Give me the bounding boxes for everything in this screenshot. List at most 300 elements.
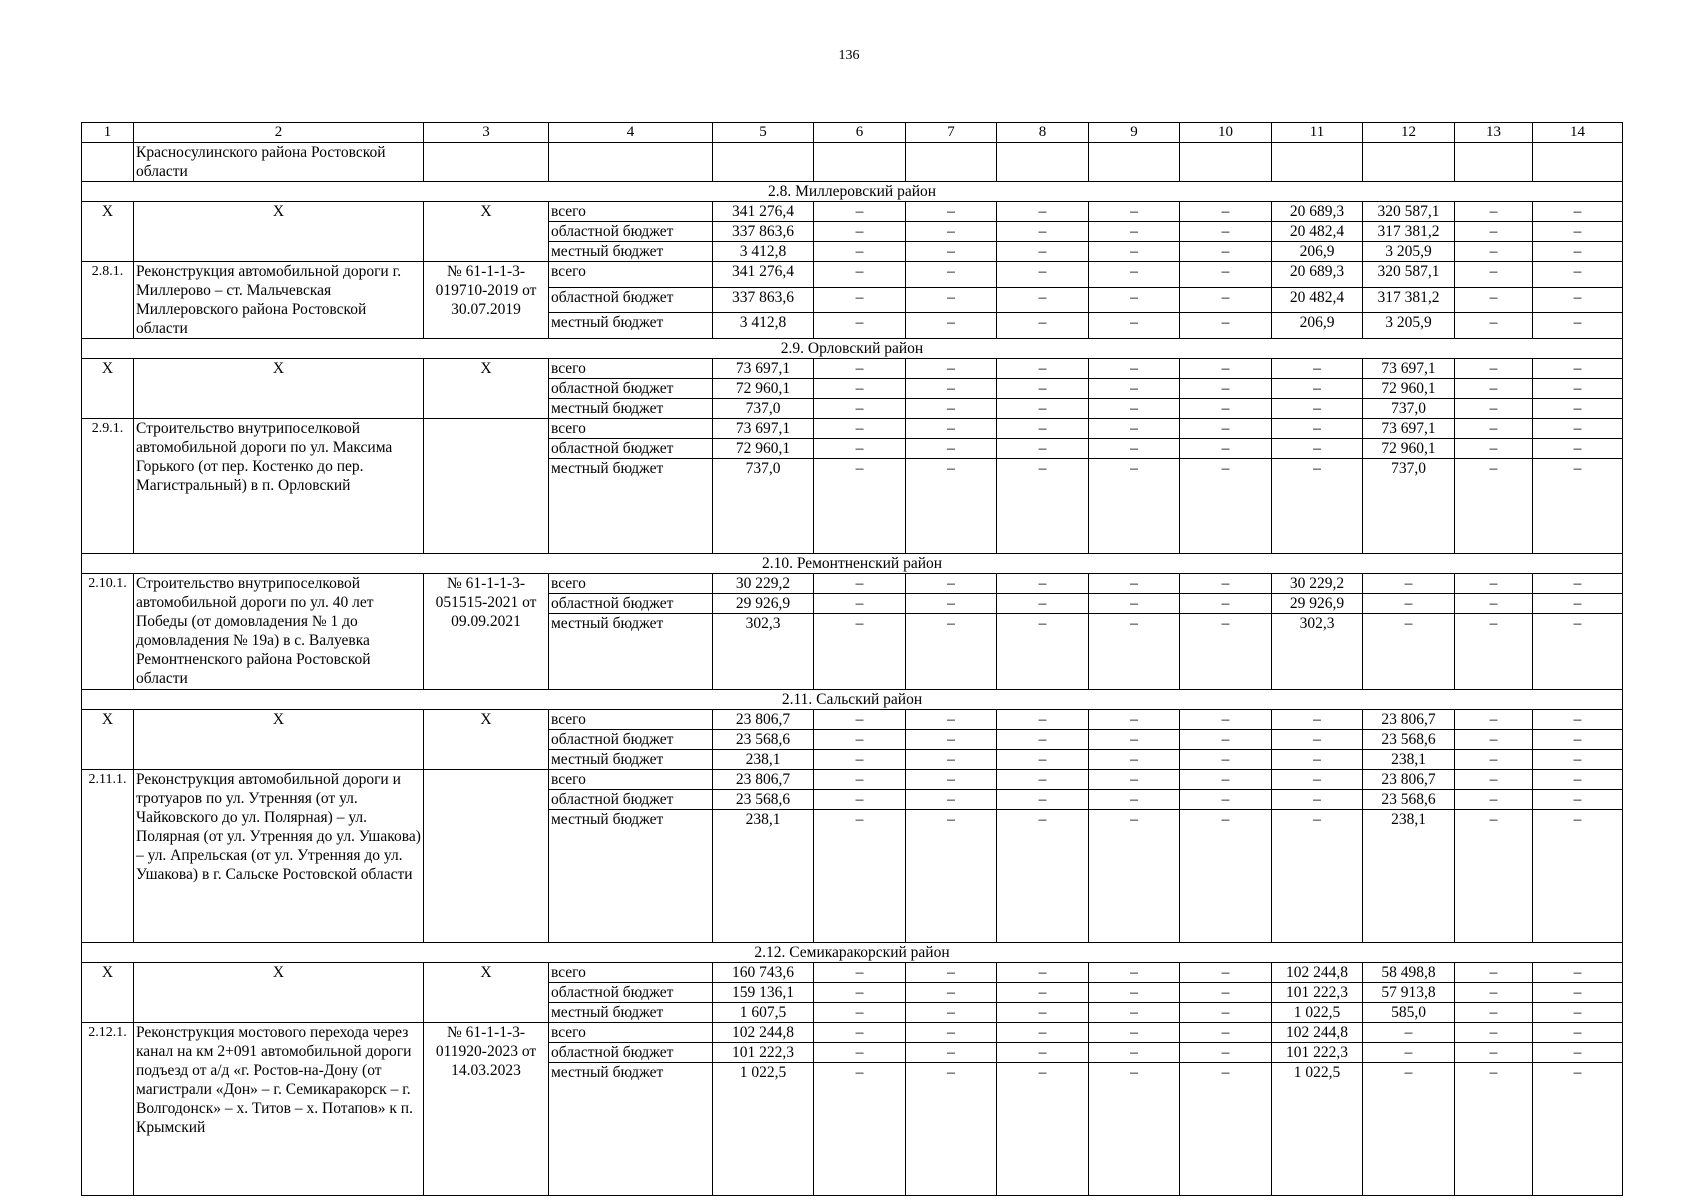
- value-cell: –: [1533, 730, 1623, 750]
- blank-cell: [424, 143, 549, 182]
- budget-source-cell: областной бюджет: [549, 1043, 713, 1063]
- value-cell: –: [814, 1063, 906, 1196]
- value-cell: –: [997, 439, 1089, 459]
- value-cell: –: [906, 359, 997, 379]
- value-cell: –: [1180, 790, 1272, 810]
- value-cell: –: [906, 730, 997, 750]
- value-cell: –: [814, 379, 906, 399]
- section-header-row: [82, 339, 1623, 359]
- value-cell: –: [1533, 983, 1623, 1003]
- budget-source-cell: всего: [549, 262, 713, 288]
- value-cell: –: [906, 1063, 997, 1196]
- budget-source-cell: всего: [549, 710, 713, 730]
- value-cell: –: [997, 1043, 1089, 1063]
- value-cell: 1 022,5: [1272, 1003, 1363, 1023]
- value-cell: –: [906, 1043, 997, 1063]
- budget-source-cell: всего: [549, 202, 713, 222]
- project-name-cell: Строительство внутрипоселковой автомобильной дороги по ул. Максима Горького (от пер. Костенко до пер. Магистральный) в п. Орловский: [134, 419, 424, 554]
- blank-cell: [906, 143, 997, 182]
- value-cell: –: [1363, 614, 1455, 690]
- value-cell: –: [906, 574, 997, 594]
- value-cell: –: [906, 770, 997, 790]
- value-cell: 101 222,3: [1272, 1043, 1363, 1063]
- value-cell: –: [997, 287, 1089, 313]
- value-cell: –: [997, 730, 1089, 750]
- value-cell: –: [1533, 1063, 1623, 1196]
- value-cell: –: [814, 790, 906, 810]
- value-cell: 20 689,3: [1272, 262, 1363, 288]
- value-cell: 337 863,6: [713, 287, 814, 313]
- table-body: [82, 123, 1623, 1196]
- value-cell: –: [1089, 1063, 1180, 1196]
- blank-cell: [1533, 143, 1623, 182]
- value-cell: –: [1533, 379, 1623, 399]
- blank-cell: [1272, 143, 1363, 182]
- total-marker-cell: Х: [134, 202, 424, 262]
- value-cell: –: [1455, 1043, 1533, 1063]
- value-cell: –: [1272, 750, 1363, 770]
- expertise-doc-cell: [424, 419, 549, 554]
- value-cell: –: [1180, 1043, 1272, 1063]
- value-cell: –: [1455, 399, 1533, 419]
- value-cell: –: [906, 379, 997, 399]
- value-cell: 72 960,1: [713, 379, 814, 399]
- value-cell: –: [1455, 750, 1533, 770]
- value-cell: 73 697,1: [1363, 359, 1455, 379]
- value-cell: –: [1272, 730, 1363, 750]
- value-cell: –: [1455, 810, 1533, 943]
- value-cell: 30 229,2: [1272, 574, 1363, 594]
- total-marker-cell: Х: [82, 710, 134, 770]
- value-cell: –: [1180, 202, 1272, 222]
- value-cell: –: [1180, 730, 1272, 750]
- value-cell: –: [1180, 1003, 1272, 1023]
- value-cell: 57 913,8: [1363, 983, 1455, 1003]
- column-number-row: [82, 123, 1623, 143]
- value-cell: –: [997, 574, 1089, 594]
- value-cell: –: [1533, 222, 1623, 242]
- value-cell: –: [1089, 222, 1180, 242]
- value-cell: –: [1180, 810, 1272, 943]
- value-cell: –: [1455, 730, 1533, 750]
- value-cell: –: [814, 359, 906, 379]
- value-cell: –: [1180, 750, 1272, 770]
- value-cell: 737,0: [1363, 459, 1455, 554]
- value-cell: –: [1533, 574, 1623, 594]
- budget-source-cell: местный бюджет: [549, 810, 713, 943]
- value-cell: –: [906, 242, 997, 262]
- value-cell: –: [997, 313, 1089, 339]
- value-cell: –: [1089, 379, 1180, 399]
- page-number: 136: [838, 48, 860, 63]
- value-cell: –: [997, 359, 1089, 379]
- value-cell: –: [1089, 439, 1180, 459]
- column-number-cell: 9: [1089, 123, 1180, 143]
- value-cell: 3 205,9: [1363, 242, 1455, 262]
- value-cell: 159 136,1: [713, 983, 814, 1003]
- value-cell: –: [1363, 1043, 1455, 1063]
- value-cell: –: [814, 222, 906, 242]
- value-cell: –: [1089, 1023, 1180, 1043]
- item-number-cell: 2.8.1.: [82, 262, 134, 339]
- value-cell: 3 412,8: [713, 242, 814, 262]
- value-cell: –: [1455, 963, 1533, 983]
- value-cell: 102 244,8: [1272, 1023, 1363, 1043]
- value-cell: –: [1180, 222, 1272, 242]
- value-cell: 302,3: [1272, 614, 1363, 690]
- value-cell: –: [1272, 439, 1363, 459]
- value-cell: 238,1: [713, 810, 814, 943]
- value-cell: –: [1272, 419, 1363, 439]
- value-cell: 20 482,4: [1272, 287, 1363, 313]
- value-cell: –: [906, 614, 997, 690]
- value-cell: –: [1533, 287, 1623, 313]
- budget-source-cell: местный бюджет: [549, 313, 713, 339]
- value-cell: –: [1455, 459, 1533, 554]
- value-cell: –: [906, 983, 997, 1003]
- blank-cell: [1455, 143, 1533, 182]
- value-cell: 1 022,5: [1272, 1063, 1363, 1196]
- value-cell: –: [1455, 1003, 1533, 1023]
- item-row: [82, 419, 1623, 439]
- value-cell: –: [1533, 459, 1623, 554]
- section-header-row: [82, 182, 1623, 202]
- value-cell: –: [997, 770, 1089, 790]
- budget-source-cell: областной бюджет: [549, 983, 713, 1003]
- value-cell: 23 806,7: [713, 770, 814, 790]
- total-row: [82, 202, 1623, 222]
- total-marker-cell: Х: [134, 359, 424, 419]
- value-cell: –: [1533, 594, 1623, 614]
- value-cell: –: [1455, 313, 1533, 339]
- column-number-cell: 13: [1455, 123, 1533, 143]
- budget-source-cell: всего: [549, 1023, 713, 1043]
- value-cell: –: [906, 399, 997, 419]
- value-cell: –: [1089, 419, 1180, 439]
- value-cell: 302,3: [713, 614, 814, 690]
- column-number-cell: 10: [1180, 123, 1272, 143]
- value-cell: 102 244,8: [1272, 963, 1363, 983]
- item-number-cell: 2.12.1.: [82, 1023, 134, 1196]
- value-cell: –: [1089, 770, 1180, 790]
- value-cell: –: [1455, 614, 1533, 690]
- item-number-cell: 2.9.1.: [82, 419, 134, 554]
- value-cell: –: [1180, 574, 1272, 594]
- value-cell: –: [997, 1003, 1089, 1023]
- value-cell: –: [1455, 439, 1533, 459]
- value-cell: 30 229,2: [713, 574, 814, 594]
- budget-source-cell: областной бюджет: [549, 594, 713, 614]
- value-cell: –: [814, 439, 906, 459]
- value-cell: –: [814, 594, 906, 614]
- value-cell: –: [1533, 750, 1623, 770]
- value-cell: 73 697,1: [713, 419, 814, 439]
- value-cell: 206,9: [1272, 242, 1363, 262]
- total-marker-cell: Х: [82, 359, 134, 419]
- value-cell: –: [1180, 287, 1272, 313]
- project-name-cell: Реконструкция мостового перехода через канал на км 2+091 автомобильной дороги подъезд от а/д «г. Ростов-на-Дону (от магистрали «Дон» – г. Семикаракорск – г. Волгодонск» – х. Титов – х. Потапов» к п. Крымский: [134, 1023, 424, 1196]
- value-cell: –: [814, 614, 906, 690]
- value-cell: 72 960,1: [1363, 379, 1455, 399]
- value-cell: –: [814, 1003, 906, 1023]
- value-cell: 238,1: [713, 750, 814, 770]
- value-cell: –: [814, 399, 906, 419]
- value-cell: 72 960,1: [1363, 439, 1455, 459]
- value-cell: –: [1089, 790, 1180, 810]
- value-cell: –: [906, 222, 997, 242]
- column-number-cell: 5: [713, 123, 814, 143]
- value-cell: 23 568,6: [713, 790, 814, 810]
- section-title: 2.9. Орловский район: [82, 339, 1623, 359]
- value-cell: –: [814, 710, 906, 730]
- value-cell: –: [1089, 594, 1180, 614]
- value-cell: –: [1455, 379, 1533, 399]
- value-cell: –: [1455, 287, 1533, 313]
- value-cell: –: [814, 810, 906, 943]
- budget-source-cell: местный бюджет: [549, 1063, 713, 1196]
- value-cell: 72 960,1: [713, 439, 814, 459]
- budget-source-cell: областной бюджет: [549, 379, 713, 399]
- item-row: [82, 262, 1623, 288]
- value-cell: –: [997, 379, 1089, 399]
- value-cell: –: [1533, 202, 1623, 222]
- value-cell: 320 587,1: [1363, 262, 1455, 288]
- section-title: 2.8. Миллеровский район: [82, 182, 1623, 202]
- value-cell: –: [814, 459, 906, 554]
- value-cell: –: [1455, 222, 1533, 242]
- blank-cell: [549, 143, 713, 182]
- project-name-cell: Строительство внутрипоселковой автомобильной дороги по ул. 40 лет Победы (от домовладения № 1 до домовладения № 19а) в с. Валуевка Ремонтненского района Ростовской области: [134, 574, 424, 690]
- value-cell: –: [1180, 399, 1272, 419]
- value-cell: –: [1089, 710, 1180, 730]
- value-cell: –: [1089, 750, 1180, 770]
- value-cell: –: [1455, 574, 1533, 594]
- value-cell: –: [906, 1003, 997, 1023]
- value-cell: –: [1089, 1043, 1180, 1063]
- value-cell: –: [1272, 770, 1363, 790]
- expertise-doc-cell: № 61-1-1-3-019710-2019 от 30.07.2019: [424, 262, 549, 339]
- total-marker-cell: Х: [134, 710, 424, 770]
- value-cell: –: [1180, 439, 1272, 459]
- section-header-row: [82, 690, 1623, 710]
- value-cell: –: [906, 750, 997, 770]
- value-cell: –: [1363, 574, 1455, 594]
- budget-source-cell: местный бюджет: [549, 242, 713, 262]
- value-cell: –: [1455, 1023, 1533, 1043]
- value-cell: 29 926,9: [1272, 594, 1363, 614]
- budget-source-cell: всего: [549, 359, 713, 379]
- budget-source-cell: областной бюджет: [549, 222, 713, 242]
- expertise-doc-cell: [424, 770, 549, 943]
- expertise-doc-cell: № 61-1-1-3-051515-2021 от 09.09.2021: [424, 574, 549, 690]
- value-cell: 23 568,6: [1363, 790, 1455, 810]
- value-cell: –: [1089, 963, 1180, 983]
- value-cell: –: [906, 594, 997, 614]
- value-cell: –: [1089, 730, 1180, 750]
- value-cell: –: [1533, 1003, 1623, 1023]
- budget-source-cell: всего: [549, 770, 713, 790]
- value-cell: –: [1089, 313, 1180, 339]
- value-cell: –: [997, 262, 1089, 288]
- value-cell: –: [997, 419, 1089, 439]
- budget-table: [81, 122, 1623, 1196]
- value-cell: 737,0: [713, 399, 814, 419]
- value-cell: –: [1533, 710, 1623, 730]
- value-cell: –: [1272, 459, 1363, 554]
- total-marker-cell: Х: [424, 359, 549, 419]
- value-cell: 320 587,1: [1363, 202, 1455, 222]
- value-cell: –: [814, 963, 906, 983]
- value-cell: 585,0: [1363, 1003, 1455, 1023]
- value-cell: –: [997, 790, 1089, 810]
- value-cell: –: [1455, 359, 1533, 379]
- value-cell: 737,0: [1363, 399, 1455, 419]
- section-title: 2.10. Ремонтненский район: [82, 554, 1623, 574]
- value-cell: 3 205,9: [1363, 313, 1455, 339]
- budget-source-cell: областной бюджет: [549, 439, 713, 459]
- value-cell: 317 381,2: [1363, 222, 1455, 242]
- section-header-row: [82, 554, 1623, 574]
- total-marker-cell: Х: [424, 202, 549, 262]
- value-cell: –: [906, 459, 997, 554]
- value-cell: –: [814, 242, 906, 262]
- value-cell: –: [1533, 1043, 1623, 1063]
- value-cell: 20 482,4: [1272, 222, 1363, 242]
- value-cell: 238,1: [1363, 810, 1455, 943]
- value-cell: –: [997, 459, 1089, 554]
- column-number-cell: 11: [1272, 123, 1363, 143]
- value-cell: –: [1180, 419, 1272, 439]
- value-cell: –: [1272, 810, 1363, 943]
- total-row: [82, 359, 1623, 379]
- value-cell: 238,1: [1363, 750, 1455, 770]
- blank-cell: [82, 143, 134, 182]
- column-number-cell: 2: [134, 123, 424, 143]
- continuation-row: [82, 143, 1623, 182]
- item-row: [82, 574, 1623, 594]
- value-cell: 23 568,6: [1363, 730, 1455, 750]
- value-cell: 23 806,7: [1363, 770, 1455, 790]
- budget-source-cell: местный бюджет: [549, 1003, 713, 1023]
- value-cell: –: [1363, 594, 1455, 614]
- value-cell: –: [814, 983, 906, 1003]
- value-cell: –: [997, 242, 1089, 262]
- value-cell: –: [1533, 614, 1623, 690]
- value-cell: –: [1533, 262, 1623, 288]
- value-cell: –: [814, 1043, 906, 1063]
- budget-source-cell: всего: [549, 574, 713, 594]
- value-cell: –: [1180, 262, 1272, 288]
- value-cell: –: [814, 419, 906, 439]
- value-cell: –: [1180, 242, 1272, 262]
- value-cell: –: [1363, 1023, 1455, 1043]
- value-cell: –: [1533, 790, 1623, 810]
- value-cell: –: [1272, 359, 1363, 379]
- value-cell: –: [1089, 574, 1180, 594]
- value-cell: –: [1533, 313, 1623, 339]
- total-marker-cell: Х: [424, 963, 549, 1023]
- value-cell: –: [1180, 379, 1272, 399]
- value-cell: –: [906, 710, 997, 730]
- value-cell: 337 863,6: [713, 222, 814, 242]
- value-cell: 341 276,4: [713, 202, 814, 222]
- value-cell: –: [814, 574, 906, 594]
- value-cell: 73 697,1: [1363, 419, 1455, 439]
- value-cell: –: [1455, 202, 1533, 222]
- value-cell: –: [1533, 419, 1623, 439]
- value-cell: –: [906, 202, 997, 222]
- column-number-cell: 7: [906, 123, 997, 143]
- value-cell: –: [997, 1063, 1089, 1196]
- value-cell: –: [1533, 359, 1623, 379]
- value-cell: 737,0: [713, 459, 814, 554]
- value-cell: –: [1533, 810, 1623, 943]
- value-cell: –: [814, 770, 906, 790]
- budget-source-cell: всего: [549, 419, 713, 439]
- blank-cell: [1089, 143, 1180, 182]
- value-cell: –: [997, 710, 1089, 730]
- value-cell: –: [1180, 963, 1272, 983]
- value-cell: –: [814, 202, 906, 222]
- value-cell: –: [814, 1023, 906, 1043]
- value-cell: –: [906, 963, 997, 983]
- blank-cell: [1363, 143, 1455, 182]
- value-cell: –: [1180, 614, 1272, 690]
- value-cell: –: [1272, 790, 1363, 810]
- budget-source-cell: областной бюджет: [549, 730, 713, 750]
- section-title: 2.12. Семикаракорский район: [82, 943, 1623, 963]
- value-cell: –: [1533, 399, 1623, 419]
- column-number-cell: 3: [424, 123, 549, 143]
- value-cell: –: [1089, 983, 1180, 1003]
- column-number-cell: 6: [814, 123, 906, 143]
- value-cell: –: [1180, 459, 1272, 554]
- value-cell: –: [1455, 790, 1533, 810]
- value-cell: 101 222,3: [713, 1043, 814, 1063]
- total-marker-cell: Х: [134, 963, 424, 1023]
- value-cell: –: [814, 730, 906, 750]
- value-cell: –: [1272, 710, 1363, 730]
- value-cell: 1 607,5: [713, 1003, 814, 1023]
- value-cell: –: [906, 262, 997, 288]
- expertise-doc-cell: № 61-1-1-3-011920-2023 от 14.03.2023: [424, 1023, 549, 1196]
- value-cell: –: [997, 202, 1089, 222]
- value-cell: 317 381,2: [1363, 287, 1455, 313]
- item-number-cell: 2.11.1.: [82, 770, 134, 943]
- value-cell: 3 412,8: [713, 313, 814, 339]
- value-cell: –: [1180, 594, 1272, 614]
- value-cell: –: [997, 399, 1089, 419]
- value-cell: –: [814, 313, 906, 339]
- budget-source-cell: местный бюджет: [549, 614, 713, 690]
- project-name-cell: Реконструкция автомобильной дороги и тротуаров по ул. Утренняя (от ул. Чайковского до ул. Полярная) – ул. Полярная (от ул. Утренняя до ул. Ушакова) – ул. Апрельская (от ул. Утренняя до ул. Ушакова) в г. Сальске Ростовской области: [134, 770, 424, 943]
- blank-cell: [1180, 143, 1272, 182]
- value-cell: 206,9: [1272, 313, 1363, 339]
- value-cell: –: [1363, 1063, 1455, 1196]
- value-cell: –: [1455, 262, 1533, 288]
- value-cell: –: [1533, 439, 1623, 459]
- value-cell: –: [1455, 419, 1533, 439]
- value-cell: –: [997, 750, 1089, 770]
- value-cell: –: [1089, 262, 1180, 288]
- budget-source-cell: местный бюджет: [549, 459, 713, 554]
- value-cell: –: [1089, 202, 1180, 222]
- total-marker-cell: Х: [82, 963, 134, 1023]
- value-cell: –: [1533, 770, 1623, 790]
- value-cell: –: [1180, 1063, 1272, 1196]
- column-number-cell: 4: [549, 123, 713, 143]
- value-cell: –: [1089, 614, 1180, 690]
